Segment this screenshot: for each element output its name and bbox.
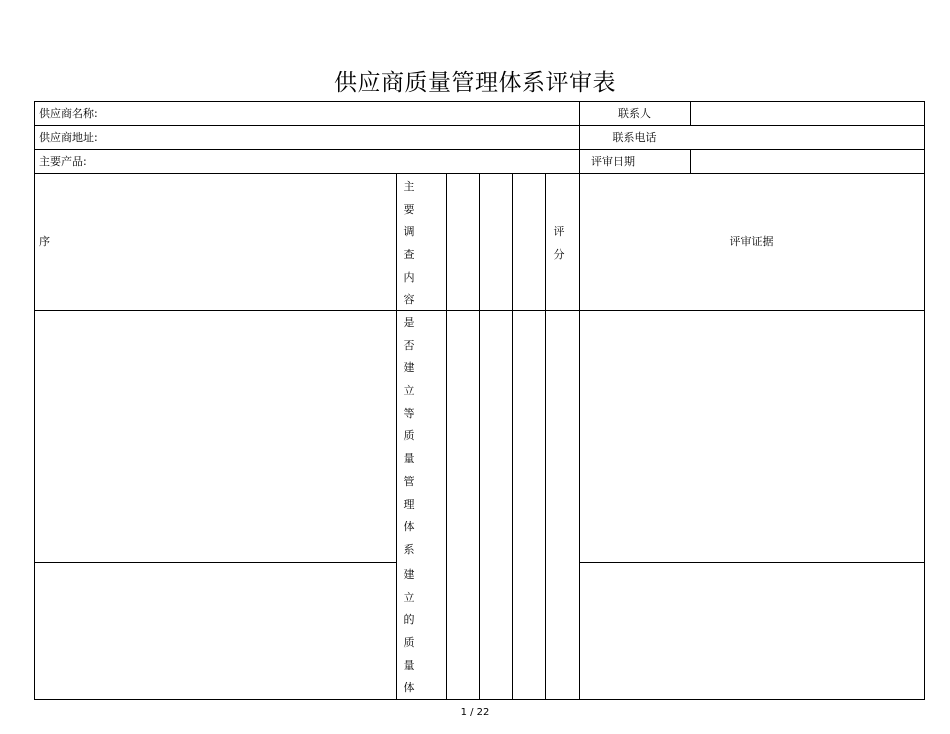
- review-date-label: 评审日期: [591, 155, 635, 168]
- row-1-char: 立: [403, 384, 415, 398]
- row-1-char: 否: [403, 338, 415, 352]
- row-2-char: 立: [403, 590, 415, 604]
- supplier-address-label: 供应商地址:: [39, 131, 98, 144]
- content-header: [399, 178, 419, 314]
- row-1-char: 系: [403, 542, 415, 556]
- content-header-char: 要: [403, 202, 415, 216]
- content-header-char: 调: [403, 225, 415, 239]
- table-border-top: [34, 101, 925, 102]
- col-divider-3: [479, 173, 480, 700]
- content-header-char: 内: [403, 270, 415, 284]
- table-border-right: [924, 101, 925, 700]
- row-1-content: [399, 314, 419, 564]
- header-divider-b: [690, 101, 691, 125]
- row-1-char: 等: [403, 406, 415, 420]
- row-divider-1: [34, 125, 925, 126]
- row-divider-5-right: [579, 562, 925, 563]
- supplier-name-label: 供应商名称:: [39, 107, 98, 120]
- row-1-char: 理: [403, 497, 415, 511]
- row-2-char: 的: [403, 613, 415, 627]
- col-divider-5: [545, 173, 546, 700]
- row-1-char: 管: [403, 474, 415, 488]
- row-2-char: 体: [403, 681, 415, 695]
- col-divider-4: [512, 173, 513, 700]
- score-header-char: 评: [553, 225, 565, 238]
- row-1-char: 量: [403, 452, 415, 466]
- row-2-char: 质: [403, 636, 415, 650]
- score-header-char: 分: [553, 248, 565, 261]
- evidence-header: 评审证据: [729, 235, 774, 248]
- page-title: 供应商质量管理体系评审表: [334, 70, 616, 96]
- col-divider-evidence: [579, 173, 580, 700]
- col-divider-content-left: [396, 173, 397, 700]
- row-1-char: 是: [403, 316, 415, 329]
- seq-header: 序: [39, 235, 50, 248]
- row-divider-5-left: [34, 562, 396, 563]
- content-header-char: 容: [403, 293, 415, 307]
- col-divider-content-right: [446, 173, 447, 700]
- table-border-left: [34, 101, 35, 700]
- row-2-char: 建: [403, 568, 415, 581]
- row-1-char: 质: [403, 429, 415, 443]
- page-number: 1 / 22: [460, 707, 490, 718]
- phone-label: 联系电话: [612, 131, 657, 144]
- row-2-char: 量: [403, 658, 415, 672]
- row-2-content: [399, 566, 419, 702]
- row-1-char: 建: [403, 361, 415, 375]
- row-divider-2: [34, 149, 925, 150]
- header-divider-c: [690, 149, 691, 173]
- main-products-label: 主要产品:: [39, 155, 87, 168]
- score-header: [549, 223, 569, 269]
- content-header-char: 查: [403, 248, 415, 262]
- content-header-char: 主: [403, 180, 415, 193]
- contact-label: 联系人: [618, 107, 651, 120]
- row-1-char: 体: [403, 520, 415, 534]
